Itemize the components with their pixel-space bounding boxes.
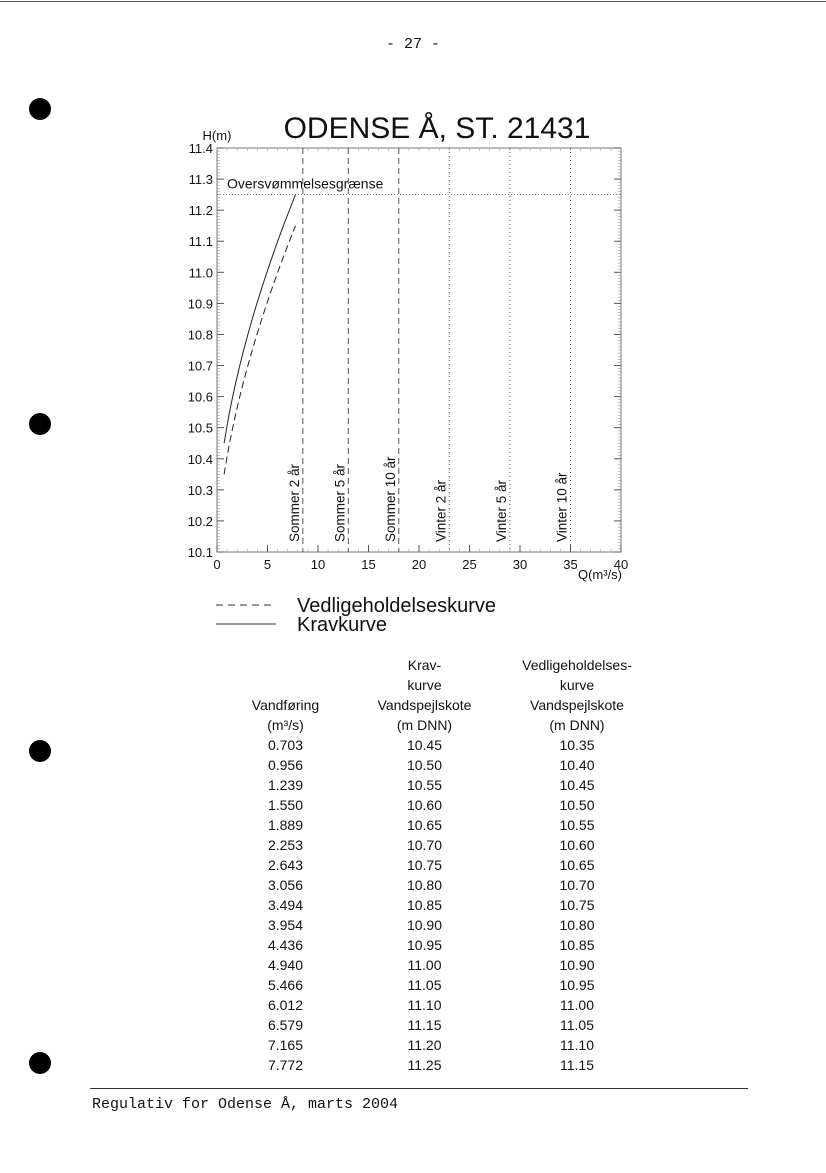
table-cell: 0.956 [267, 757, 304, 773]
rating-table [232, 655, 644, 1075]
table-row [232, 1015, 644, 1035]
flood-limit-label: Oversvømmelsesgrænse [227, 175, 384, 192]
table-cell: 4.436 [267, 937, 304, 953]
y-axis-label: H(m) [202, 128, 232, 143]
table-cell: 1.550 [267, 797, 304, 813]
table-header-cell: Vandføring [251, 697, 320, 713]
y-tick-label: 10.9 [187, 296, 213, 312]
table-cell: 11.25 [407, 1057, 442, 1073]
table-row [232, 1035, 644, 1055]
table-cell: 10.85 [406, 897, 443, 913]
table-row [232, 935, 644, 955]
table-row [232, 955, 644, 975]
legend-label-requirement: Kravkurve [297, 614, 388, 636]
table-row [232, 735, 644, 755]
table-header-cell: (m DNN) [396, 717, 453, 733]
table-cell: 7.165 [267, 1037, 304, 1053]
y-tick-label: 10.8 [187, 327, 213, 343]
table-row [232, 755, 644, 775]
chart-title: ODENSE Å, ST. 21431 [283, 112, 591, 145]
table-cell: 11.15 [560, 1057, 594, 1073]
x-tick-label: 5 [263, 557, 272, 572]
table-cell: 3.954 [267, 917, 304, 933]
table-cell: 10.70 [406, 837, 443, 853]
table-header-cell: (m³/s) [267, 717, 304, 733]
table-cell: 11.00 [407, 957, 442, 973]
table-cell: 10.45 [406, 737, 443, 753]
table-cell: 10.75 [406, 857, 443, 873]
table-cell: 10.40 [559, 757, 595, 773]
table-row [232, 875, 644, 895]
table-cell: 10.50 [406, 757, 443, 773]
table-cell: 10.60 [559, 837, 595, 853]
y-tick-label: 11.0 [188, 265, 213, 281]
y-tick-label: 10.5 [187, 420, 213, 436]
table-row [232, 895, 644, 915]
table-cell: 11.00 [560, 997, 594, 1013]
table-cell: 10.90 [559, 957, 595, 973]
footer-rule [90, 1088, 748, 1089]
table-cell: 10.70 [559, 877, 595, 893]
x-tick-label: 35 [563, 557, 578, 572]
table-cell: 3.494 [267, 897, 304, 913]
table-cell: 0.703 [267, 737, 304, 753]
table-cell: 11.05 [407, 977, 442, 993]
table-cell: 11.10 [560, 1037, 594, 1053]
table-row [232, 835, 644, 855]
table-header-cell: kurve [407, 677, 442, 693]
table-cell: 10.95 [559, 977, 595, 993]
table-header-cell [232, 655, 339, 675]
table-header-cell: Vandspejlskote [377, 697, 472, 713]
table-cell: 2.253 [267, 837, 304, 853]
table-header-row [232, 655, 644, 675]
table-header-cell [232, 675, 339, 695]
table-row [232, 1055, 644, 1075]
table-cell: 4.940 [267, 957, 304, 973]
table-row [232, 775, 644, 795]
table-cell: 2.643 [267, 857, 304, 873]
table-cell: 10.95 [406, 937, 443, 953]
table-cell: 10.65 [559, 857, 595, 873]
table-row [232, 795, 644, 815]
table-cell: 3.056 [267, 877, 304, 893]
y-tick-label: 11.3 [188, 172, 213, 188]
y-tick-label: 10.7 [187, 358, 213, 374]
table-row [232, 915, 644, 935]
table-cell: 10.85 [559, 937, 595, 953]
punch-hole [29, 1052, 51, 1074]
table-row [232, 815, 644, 835]
table-cell: 10.80 [559, 917, 595, 933]
table-cell: 10.50 [559, 797, 595, 813]
table-header-row [232, 675, 644, 695]
design-flow-label: Sommer 2 år [286, 463, 302, 542]
x-tick-label: 10 [310, 557, 326, 572]
requirement-curve [224, 195, 295, 444]
y-tick-label: 11.2 [188, 203, 213, 219]
table-header-cell: kurve [559, 677, 595, 693]
y-tick-label: 10.1 [187, 545, 213, 560]
y-tick-label: 10.3 [187, 482, 213, 498]
table-cell: 7.772 [267, 1057, 304, 1073]
table-cell: 10.45 [559, 777, 595, 793]
legend-label-maintenance: Vedligeholdelseskurve [297, 595, 497, 617]
table-header-cell: Vandspejlskote [530, 697, 624, 713]
plot-area [188, 141, 629, 572]
y-tick-label: 10.4 [187, 451, 213, 467]
table-cell: 11.15 [407, 1017, 442, 1033]
table-cell: 10.60 [406, 797, 443, 813]
punch-hole [29, 740, 51, 762]
table-cell: 10.55 [406, 777, 443, 793]
page-number: - 27 - [385, 36, 440, 53]
x-tick-label: 25 [462, 557, 477, 572]
x-tick-label: 0 [213, 557, 221, 572]
table-cell: 1.239 [267, 777, 304, 793]
design-flow-label: Vinter 5 år [493, 479, 509, 542]
design-flow-label: Sommer 10 år [382, 456, 398, 542]
y-tick-label: 10.2 [187, 513, 213, 529]
x-axis-label: Q(m³/s) [577, 567, 623, 582]
table-header-cell: (m DNN) [549, 717, 605, 733]
design-flow-label: Vinter 10 år [554, 472, 570, 542]
table-row [232, 855, 644, 875]
table-cell: 10.35 [559, 737, 595, 753]
table-cell: 10.55 [559, 817, 595, 833]
table-cell: 11.20 [407, 1037, 442, 1053]
table-cell: 5.466 [267, 977, 304, 993]
x-tick-label: 15 [361, 557, 376, 572]
table-cell: 10.75 [559, 897, 595, 913]
table-header-cell: Krav- [407, 657, 442, 673]
table-header-row [232, 695, 644, 715]
legend [216, 595, 496, 636]
x-tick-label: 20 [411, 557, 427, 572]
table-cell: 11.10 [407, 997, 442, 1013]
design-flow-label: Vinter 2 år [433, 479, 449, 542]
x-tick-label: 40 [613, 557, 629, 572]
table-cell: 10.80 [406, 877, 443, 893]
maintenance-curve [224, 226, 295, 475]
table-cell: 11.05 [560, 1017, 594, 1033]
table-cell: 10.65 [406, 817, 443, 833]
table-header-cell: Vedligeholdelses- [522, 657, 632, 673]
footer-text: Regulativ for Odense Å, marts 2004 [92, 1096, 399, 1113]
y-tick-label: 10.6 [187, 389, 213, 405]
y-tick-label: 11.1 [188, 234, 213, 250]
table-cell: 6.012 [267, 997, 304, 1013]
table-cell: 6.579 [267, 1017, 304, 1033]
table-row [232, 975, 644, 995]
y-tick-label: 11.4 [188, 141, 213, 156]
table-row [232, 995, 644, 1015]
table-cell: 1.889 [267, 817, 304, 833]
design-flow-label: Sommer 5 år [332, 463, 348, 542]
table-cell: 10.90 [406, 917, 443, 933]
x-tick-label: 30 [512, 557, 528, 572]
table-header-row [232, 715, 644, 735]
